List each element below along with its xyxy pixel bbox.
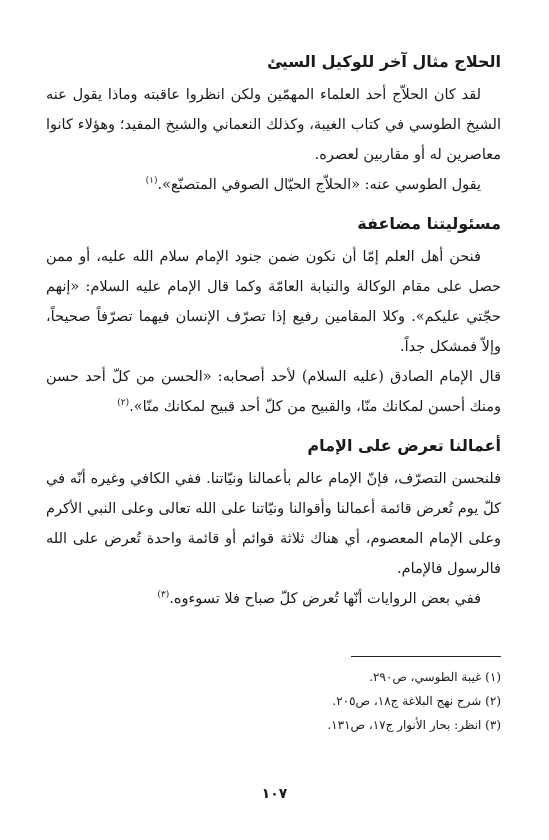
paragraph-text: قال الإمام الصادق (عليه السلام) لأحد أصحابه: «الحسن من كلّ أحد حسن ومنك أحسن لمكانك منّا، والقبيح من كلّ أحد قبيح لمكانك منّا».	[46, 369, 501, 415]
paragraph: فلنحسن التصرّف، فإنّ الإمام عالم بأعمالنا ونيّاتنا. ففي الكافي وغيره أنّه في كلّ يوم تُعرض قائمة أعمالنا وأقوالنا ونيّاتنا على الله تعالى وعلى النبي الأكرم وعلى الإمام المعصوم، أي هناك ثلاثة قوائم أو قائمة واحدة تُعرض على الله فالرسول فالإمام.	[46, 471, 501, 577]
paragraph-text: يقول الطوسي عنه: «الحلاّج الحيّال الصوفي المتصنّع».	[157, 177, 481, 193]
footnote-item: (٢) شرح نهج البلاغة ج١٨، ص٢٠٥.	[332, 694, 501, 708]
section-heading: الحلاج مثال آخر للوكيل السيئ	[267, 52, 501, 71]
section-deeds	[46, 434, 501, 614]
page-number: ١٠٧	[261, 786, 288, 802]
paragraph-with-ref	[46, 170, 501, 200]
footnote-ref[interactable]: (٣)	[157, 590, 170, 601]
footnote-list	[46, 665, 501, 737]
page-body	[46, 50, 501, 626]
paragraph: فنحن أهل العلم إمّا أن نكون ضمن جنود الإمام سلام الله عليه، أو ممن حصل على مقام الوكالة والنيابة العامّة وكما قال الإمام عليه السلام: «إنهم حجّتي عليكم». وكلا المقامين رفيع إذا تصرّف الإنسان فيهما تصرّفاً صحيحاً، وإلاّ فمشكل جداً.	[46, 249, 501, 355]
footnote-item: (١) غيبة الطوسي، ص٢٩٠.	[369, 670, 501, 684]
footnote-item: (٣) انظر: بحار الأنوار ج١٧، ص١٣١.	[327, 718, 501, 732]
footnotes	[46, 656, 501, 737]
section-responsibility	[46, 212, 501, 422]
footnote-divider	[351, 656, 501, 657]
section-hallaj	[46, 50, 501, 200]
section-heading: مسئوليتنا مضاعفة	[357, 214, 501, 233]
paragraph-with-ref	[46, 362, 501, 422]
paragraph-text: ففي بعض الروايات أنّها تُعرض كلّ صباح فلا تسوءوه.	[169, 591, 481, 607]
paragraph: لقد كان الحلاّج أحد العلماء المهمّين ولكن انظروا عاقبته وماذا يقول عنه الشيخ الطوسي في كتاب الغيبة، وكذلك النعماني والشيخ المفيد؛ وهؤلاء كانوا معاصرين له أو مقاربين لعصره.	[46, 87, 501, 163]
paragraph-with-ref	[46, 584, 501, 614]
footnote-ref[interactable]: (١)	[145, 176, 158, 187]
footnote-ref[interactable]: (٢)	[117, 398, 130, 409]
section-heading: أعمالنا تعرض على الإمام	[307, 436, 501, 455]
